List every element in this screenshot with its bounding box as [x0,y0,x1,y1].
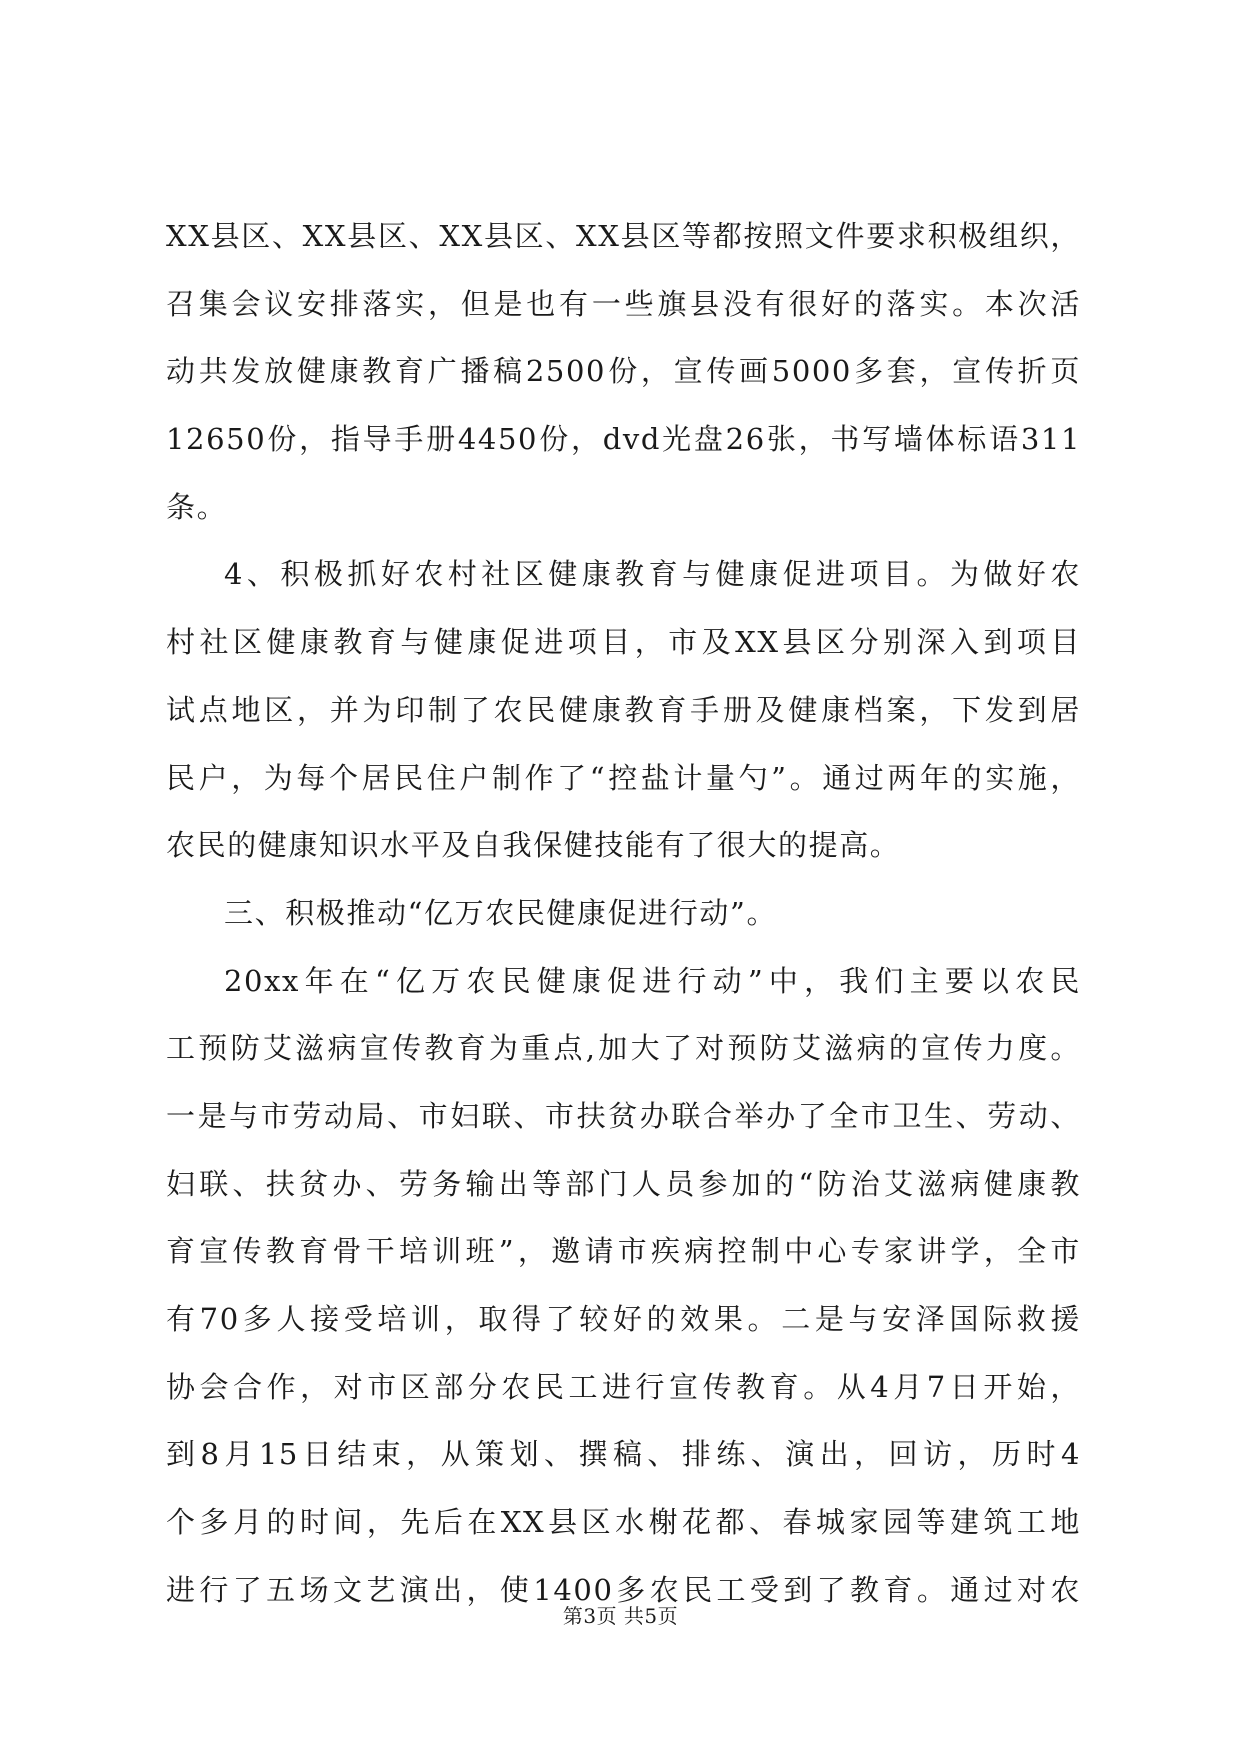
text-line: XX县区、XX县区、XX县区、XX县区等都按照文件要求积极组织， [166,219,1081,253]
text-line: 民户，为每个居民住户制作了“控盐计量勺”。通过两年的实施， [166,760,1081,795]
paragraph-first-line: 20xx年在“亿万农民健康促进行动”中，我们主要以农民 [224,963,1081,998]
paragraph-first-line: 4、积极抓好农村社区健康教育与健康促进项目。为做好农 [224,557,1081,592]
body-text [166,203,1081,1624]
text-line: 试点地区，并为印制了农民健康教育手册及健康档案，下发到居 [166,692,1081,727]
text-line: 育宣传教育骨干培训班”，邀请市疾病控制中心专家讲学，全市 [166,1234,1081,1269]
text-line: 工预防艾滋病宣传教育为重点,加大了对预防艾滋病的宣传力度。 [166,1031,1081,1066]
text-line: 协会合作，对市区部分农民工进行宣传教育。从4月7日开始， [166,1369,1081,1404]
text-line: 召集会议安排落实，但是也有一些旗县没有很好的落实。本次活 [166,286,1081,321]
section-heading: 三、积极推动“亿万农民健康促进行动”。 [224,895,778,930]
text-line: 动共发放健康教育广播稿2500份，宣传画5000多套，宣传折页 [166,354,1081,389]
page-number-footer: 第3页 共5页 [562,1604,679,1628]
text-line: 妇联、扶贫办、劳务输出等部门人员参加的“防治艾滋病健康教 [166,1166,1081,1201]
text-line: 村社区健康教育与健康促进项目，市及XX县区分别深入到项目 [166,625,1081,660]
text-line: 有70多人接受培训，取得了较好的效果。二是与安泽国际救援 [166,1302,1081,1336]
text-line: 农民的健康知识水平及自我保健技能有了很大的提高。 [166,828,901,863]
text-line: 一是与市劳动局、市妇联、市扶贫办联合举办了全市卫生、劳动、 [166,1098,1081,1133]
text-line: 到8月15日结束，从策划、撰稿、排练、演出，回访，历时4 [166,1437,1081,1472]
text-line: 个多月的时间，先后在XX县区水榭花都、春城家园等建筑工地 [166,1505,1081,1540]
text-line: 条。 [166,489,228,524]
text-line: 12650份，指导手册4450份，dvd光盘26张，书写墙体标语311 [166,422,1081,457]
text-line: 进行了五场文艺演出，使1400多农民工受到了教育。通过对农 [166,1572,1081,1607]
